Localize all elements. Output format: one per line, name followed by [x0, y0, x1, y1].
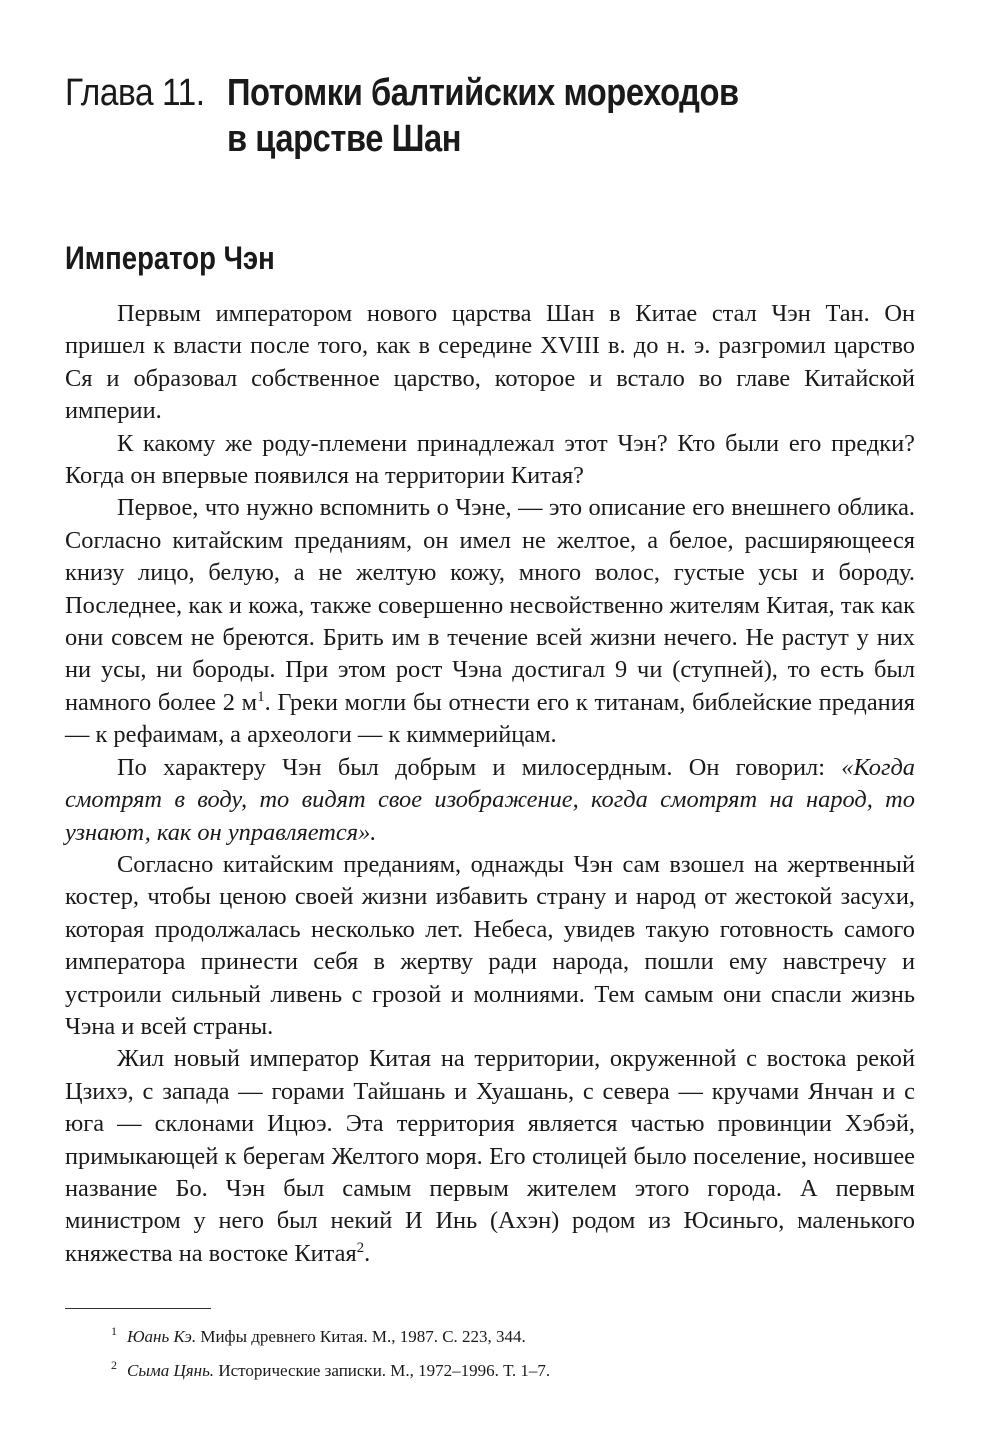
paragraph-3: [65, 492, 915, 751]
paragraph-2: К какому же роду-племени принадлежал этот Чэн? Кто были его предки? Когда он впервые появился на территории Китая?: [65, 429, 915, 490]
section-title: Император Чэн: [65, 240, 275, 276]
paragraph-5: Согласно китайским преданиям, однажды Чэн сам взошел на жертвенный костер, чтобы ценою своей жизни избавить страну и народ от жестокой засухи, которая продолжалась несколько лет. Небеса, увидев такую готовность самого императора принести себя в жертву ради народа, пошли ему навстречу и устроили сильный ливень с грозой и молниями. Тем самым они спасли жизнь Чэна и всей страны.: [65, 850, 915, 1040]
footnote-number: 2: [111, 1358, 117, 1373]
chapter-number: Глава 11.: [65, 72, 205, 114]
footnote-ref-2[interactable]: 2: [356, 1239, 365, 1256]
paragraph-3-text: Первое, что нужно вспомнить о Чэне, — это описание его внешнего облика. Согласно китайским преданиям, он имел не желтое, а белое, расширяющееся книзу лицо, белую, а не желтую кожу, много волос, густые усы и бороду. Последнее, как и кожа, также совершенно несвойственно жителям Китая, так как они совсем не бреются. Брить им в течение всей жизни нечего. Не растут у них ни усы, ни бороды. При этом рост Чэна достигал 9 чи (ступней), то есть был намного более 2 м: [65, 494, 915, 716]
footnote-number: 1: [111, 1324, 117, 1339]
paragraph-4: [65, 752, 915, 849]
footnote-citation: Мифы древнего Китая. М., 1987. С. 223, 344.: [196, 1327, 526, 1346]
chapter-title-line1: Потомки балтийских мореходов: [227, 72, 739, 114]
paragraph-6: [65, 1043, 915, 1270]
paragraph-1: Первым императором нового царства Шан в Китае стал Чэн Тан. Он пришел к власти после того, как в середине XVIII в. до н. э. разгромил царство Ся и образовал собственное царство, которое и встало во главе Китайской империи.: [65, 300, 915, 425]
footnote-2: [65, 1354, 915, 1388]
footnotes: [65, 1320, 915, 1388]
paragraph-6-end: .: [364, 1239, 371, 1267]
paragraph-4-quote: «Когда смотрят в воду, то видят свое изображение, когда смотрят на народ, то узнают, как он управляется».: [65, 753, 915, 846]
chapter-heading: [65, 70, 945, 162]
chapter-title: [227, 70, 760, 162]
footnote-1: [65, 1320, 915, 1354]
footnote-author: Юань Кэ.: [127, 1327, 197, 1346]
paragraph-4-intro: По характеру Чэн был добрым и милосердным. Он говорил:: [117, 753, 842, 781]
footnote-ref-1[interactable]: 1: [257, 688, 265, 705]
footnote-citation: Исторические записки. М., 1972–1996. Т. 1–7.: [214, 1361, 551, 1380]
body-text: [65, 298, 915, 1270]
footnote-author: Сыма Цянь.: [127, 1361, 215, 1380]
chapter-title-line2: в царстве Шан: [227, 118, 462, 160]
footnote-divider: [65, 1308, 211, 1309]
paragraph-6-text: Жил новый император Китая на территории, окруженной с востока рекой Цзихэ, с запада — горами Тайшань и Хуашань, с севера — кручами Янчан и с юга — склонами Ицюэ. Эта территория является частью провинции Хэбэй, примыкающей к берегам Желтого моря. Его столицей было поселение, носившее название Бо. Чэн был самым первым жителем этого города. А первым министром у него был некий И Инь (Ахэн) родом из Юсиньго, маленького княжества на востоке Китая: [65, 1045, 915, 1267]
paragraph-3-text-cont: . Греки могли бы отнести его к титанам, библейские предания — к рефаимам, а археологи — к киммерийцам.: [65, 688, 915, 749]
